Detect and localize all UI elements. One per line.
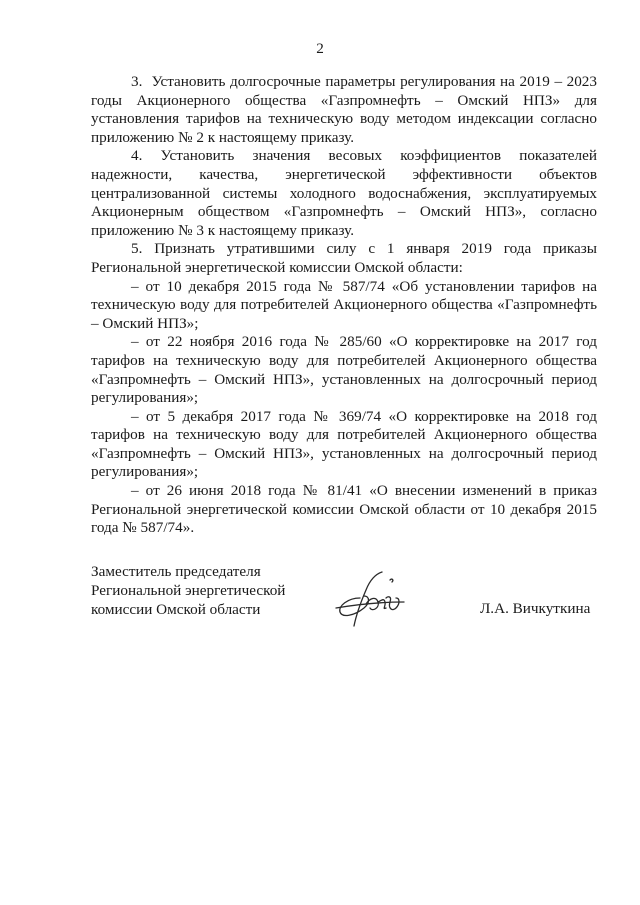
document-body xyxy=(91,73,597,538)
signatory-title xyxy=(91,562,285,619)
signatory-title-line: комиссии Омской области xyxy=(91,601,261,618)
repealed-order-587-74: – от 10 декабря 2015 года № 587/74 «Об установлении тарифов на техническую воду для потребителей Акционерного общества «Газпромнефть – Омский НПЗ»; xyxy=(91,277,597,332)
page-number: 2 xyxy=(316,40,324,57)
paragraph-item-3: 3. Установить долгосрочные параметры регулирования на 2019 – 2023 годы Акционерного общества «Газпромнефть – Омский НПЗ» для установления тарифов на техническую воду методом индексации согласно приложению № 2 к настоящему приказу. xyxy=(91,73,597,146)
signatory-title-line: Региональной энергетической xyxy=(91,582,286,599)
paragraph-item-4: 4. Установить значения весовых коэффициентов показателей надежности, качества, энергетической эффективности объектов централизованной системы холодного водоснабжения, эксплуатируемых Акционерным обществом «Газпромнефть – Омский НПЗ», согласно приложению № 3 к настоящему приказу. xyxy=(91,147,597,239)
paragraph-item-5: 5. Признать утратившими силу с 1 января 2019 года приказы Региональной энергетической комиссии Омской области: xyxy=(91,240,597,276)
handwritten-signature xyxy=(330,568,410,630)
signatory-name: Л.А. Вичкуткина xyxy=(480,600,591,617)
repealed-order-369-74: – от 5 декабря 2017 года № 369/74 «О корректировке на 2018 год тарифов на техническую воду для потребителей Акционерного общества «Газпромнефть – Омский НПЗ», установленных на долгосрочный период регулирования»; xyxy=(91,407,597,481)
repealed-order-81-41: – от 26 июня 2018 года № 81/41 «О внесении изменений в приказ Региональной энергетической комиссии Омской области от 10 декабря 2015 года № 587/74». xyxy=(91,482,597,537)
signatory-title-line: Заместитель председателя xyxy=(91,563,261,580)
repealed-order-285-60: – от 22 ноября 2016 года № 285/60 «О корректировке на 2017 год тарифов на техническую воду для потребителей Акционерного общества «Газпромнефть – Омский НПЗ», установленных на долгосрочный период регулирования»; xyxy=(91,333,597,407)
